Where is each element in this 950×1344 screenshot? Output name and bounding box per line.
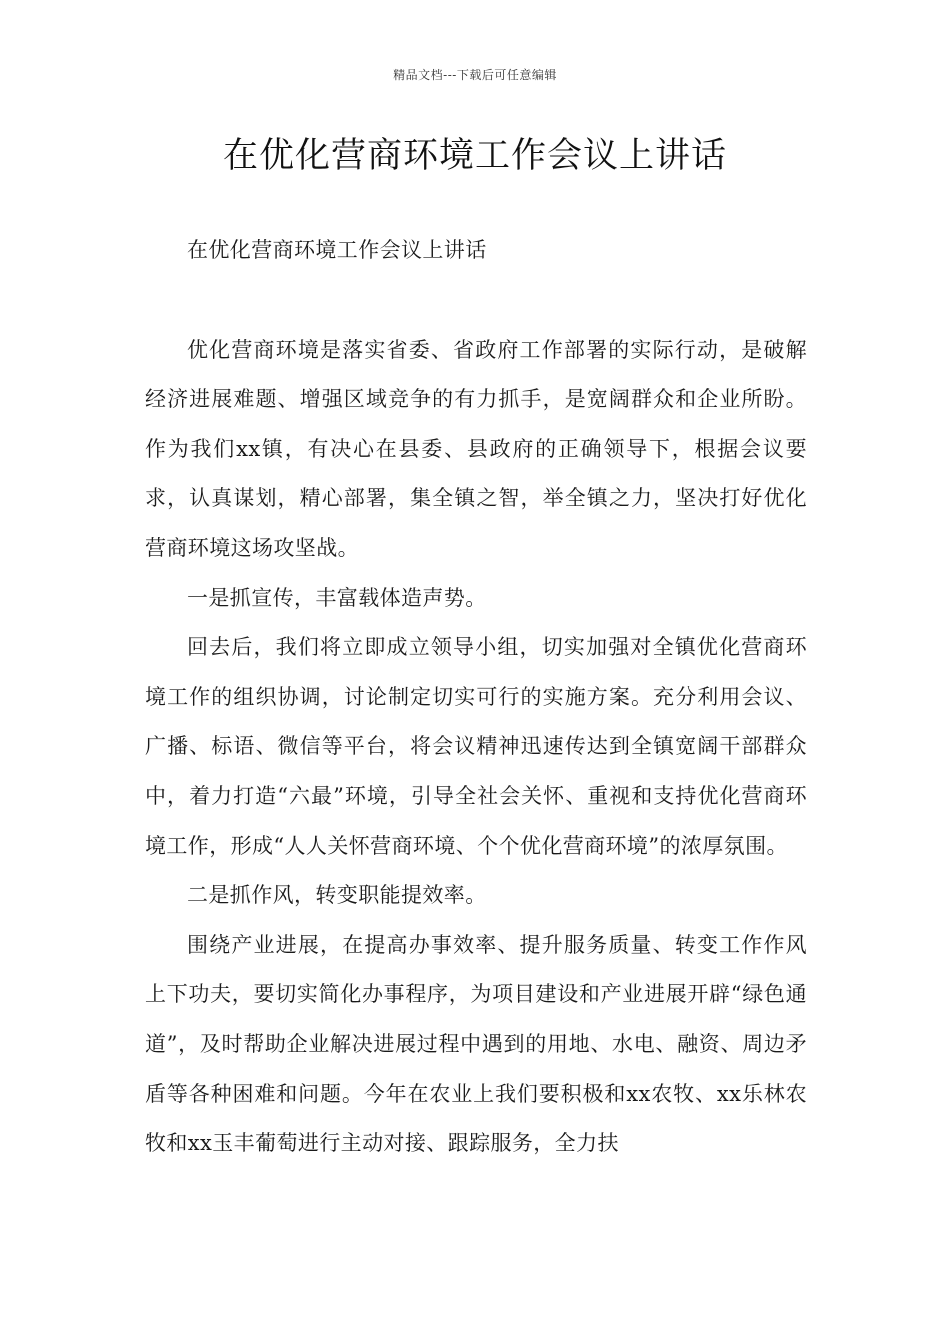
document-subtitle: 在优化营商环境工作会议上讲话 xyxy=(187,238,487,262)
page-title: 在优化营商环境工作会议上讲话 xyxy=(222,136,727,176)
document-body xyxy=(145,226,807,1169)
header-note: 精品文档---下载后可任意编辑 xyxy=(393,68,557,82)
paragraph-publicity: 回去后，我们将立即成立领导小组，切实加强对全镇优化营商环境工作的组织协调，讨论制定切实可行的实施方案。充分利用会议、广播、标语、微信等平台，将会议精神迅速传达到全镇宽阔干部群众中，着力打造“六最”环境，引导全社会关怀、重视和支持优化营商环境工作，形成“人人关怀营商环境、个个优化营商环境”的浓厚氛围。 xyxy=(145,635,807,858)
section-heading-work-style: 二是抓作风，转变职能提效率。 xyxy=(187,883,487,908)
paragraph-intro: 优化营商环境是落实省委、省政府工作部署的实际行动，是破解经济进展难题、增强区域竞争的有力抓手，是宽阔群众和企业所盼。作为我们xx镇，有决心在县委、县政府的正确领导下，根据会议要求，认真谋划，精心部署，集全镇之智，举全镇之力，坚决打好优化营商环境这场攻坚战。 xyxy=(145,337,807,560)
paragraph-work-style: 围绕产业进展，在提高办事效率、提升服务质量、转变工作作风上下功夫，要切实简化办事程序，为项目建设和产业进展开辟“绿色通道”，及时帮助企业解决进展过程中遇到的用地、水电、融资、周边矛盾等各种困难和问题。今年在农业上我们要积极和xx农牧、xx乐林农牧和xx玉丰葡萄进行主动对接、跟踪服务，全力扶 xyxy=(145,932,807,1156)
section-heading-publicity: 一是抓宣传，丰富载体造声势。 xyxy=(187,585,487,610)
